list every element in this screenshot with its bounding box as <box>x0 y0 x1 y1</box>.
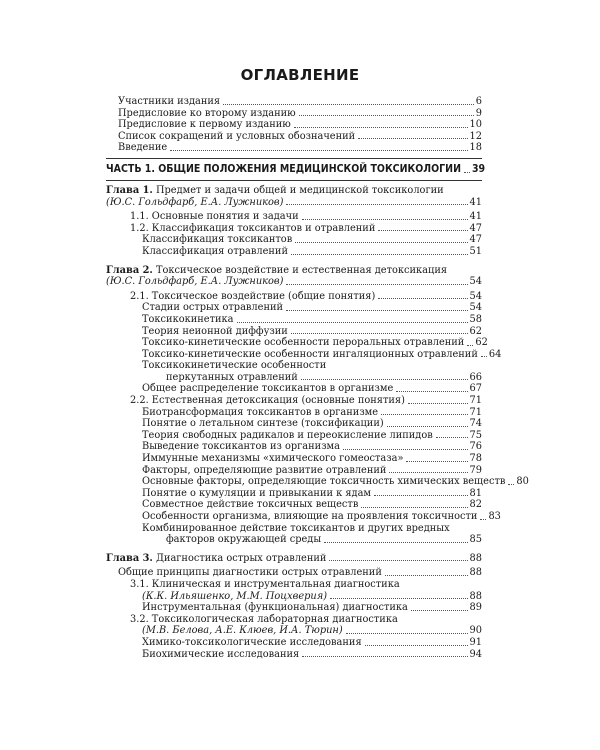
toc-entry[interactable]: Токсикокинетика 58 <box>142 313 482 325</box>
toc-entry-line[interactable]: Комбинированное действие токсикантов и других вредных <box>142 522 450 534</box>
section-divider <box>106 180 482 181</box>
toc-entry[interactable]: (К.К. Ильяшенко, М.М. Поцхверия) 88 <box>142 590 482 602</box>
toc-entry[interactable]: (М.В. Белова, А.Е. Клюев, И.А. Тюрин) 90 <box>142 625 482 637</box>
toc-entry[interactable]: Основные факторы, определяющие токсичность химических веществ 80 <box>142 476 529 488</box>
toc-entry[interactable]: Особенности организма, влияющие на проявления токсичности 83 <box>142 511 501 522</box>
toc-entry[interactable]: Теория неионной диффузии 62 <box>142 325 482 337</box>
toc-entry[interactable]: Участники издания 6 <box>118 96 482 107</box>
page-title: ОГЛАВЛЕНИЕ <box>240 66 360 84</box>
toc-entry[interactable]: Введение 18 <box>118 142 482 154</box>
toc-entry[interactable]: Выведение токсикантов из организма 76 <box>142 441 482 453</box>
toc-entry[interactable]: 1.2. Классификация токсикантов и отравлений 47 <box>130 222 482 234</box>
toc-entry[interactable]: 2.2. Естественная детоксикация (основные понятия) 71 <box>130 395 482 407</box>
toc-entry[interactable]: Биохимические исследования 94 <box>142 648 482 660</box>
toc-entry[interactable]: факторов окружающей среды 85 <box>166 534 482 546</box>
toc-entry[interactable]: Предисловие к первому изданию 10 <box>118 119 482 131</box>
toc-entry[interactable]: перкутанных отравлений 66 <box>166 371 482 383</box>
toc-entry[interactable]: Инструментальная (функциональная) диагностика 89 <box>142 602 482 614</box>
toc-entry[interactable]: Предисловие ко второму изданию 9 <box>118 107 482 119</box>
chapter-heading[interactable]: Глава 1. Предмет и задачи общей и медицинской токсикологии <box>106 184 444 196</box>
chapter-authors: (Ю.С. Гольдфарб, Е.А. Лужников) 54 <box>106 276 482 288</box>
toc-entry[interactable]: Биотрансформация токсикантов в организме 71 <box>142 406 482 418</box>
toc-entry[interactable]: 1.1. Основные понятия и задачи 41 <box>130 211 482 223</box>
toc-entry[interactable]: Токсико-кинетические особенности пероральных отравлений 62 <box>142 337 488 349</box>
toc-entry[interactable]: Теория свободных радикалов и переокисление липидов 75 <box>142 429 482 441</box>
section-divider <box>106 158 482 159</box>
toc-entry-line[interactable]: Токсикокинетические особенности <box>142 360 327 372</box>
toc-part-heading[interactable]: ЧАСТЬ 1. ОБЩИЕ ПОЛОЖЕНИЯ МЕДИЦИНСКОЙ ТОКСИКОЛОГИИ 39 <box>106 162 486 175</box>
toc-entry[interactable]: Химико-токсикологические исследования 91 <box>142 636 482 648</box>
toc-entry[interactable]: 2.1. Токсическое воздействие (общие понятия) 54 <box>130 290 482 302</box>
toc-entry-line[interactable]: 3.1. Клиническая и инструментальная диагностика <box>130 578 400 590</box>
toc-entry[interactable]: Понятие о летальном синтезе (токсификации) 74 <box>142 418 482 430</box>
toc-entry-line[interactable]: 3.2. Токсикологическая лабораторная диагностика <box>130 613 398 625</box>
toc-entry[interactable]: Классификация токсикантов 47 <box>142 234 482 246</box>
toc-entry[interactable]: Понятие о кумуляции и привыкании к ядам 81 <box>142 487 482 499</box>
chapter-heading[interactable]: Глава 2. Токсическое воздействие и естественная детоксикация <box>106 264 448 276</box>
toc-entry[interactable]: Список сокращений и условных обозначений 12 <box>118 130 482 142</box>
toc-entry[interactable]: Стадии острых отравлений 54 <box>142 302 482 314</box>
toc-entry[interactable]: Токсико-кинетические особенности ингаляционных отравлений 64 <box>142 348 502 360</box>
chapter-heading[interactable]: Глава 3. Диагностика острых отравлений 88 <box>106 552 482 564</box>
toc-entry[interactable]: Иммунные механизмы «химического гомеостаза» 78 <box>142 453 482 465</box>
chapter-authors: (Ю.С. Гольдфарб, Е.А. Лужников) 41 <box>106 196 482 208</box>
toc-entry[interactable]: Общее распределение токсикантов в организме 67 <box>142 383 482 395</box>
toc-entry[interactable]: Классификация отравлений 51 <box>142 245 482 257</box>
toc-entry[interactable]: Общие принципы диагностики острых отравлений 88 <box>118 567 482 579</box>
toc-entry[interactable]: Факторы, определяющие развитие отравлений 79 <box>142 464 482 476</box>
table-of-contents <box>106 96 529 660</box>
toc-entry[interactable]: Совместное действие токсичных веществ 82 <box>142 499 482 511</box>
